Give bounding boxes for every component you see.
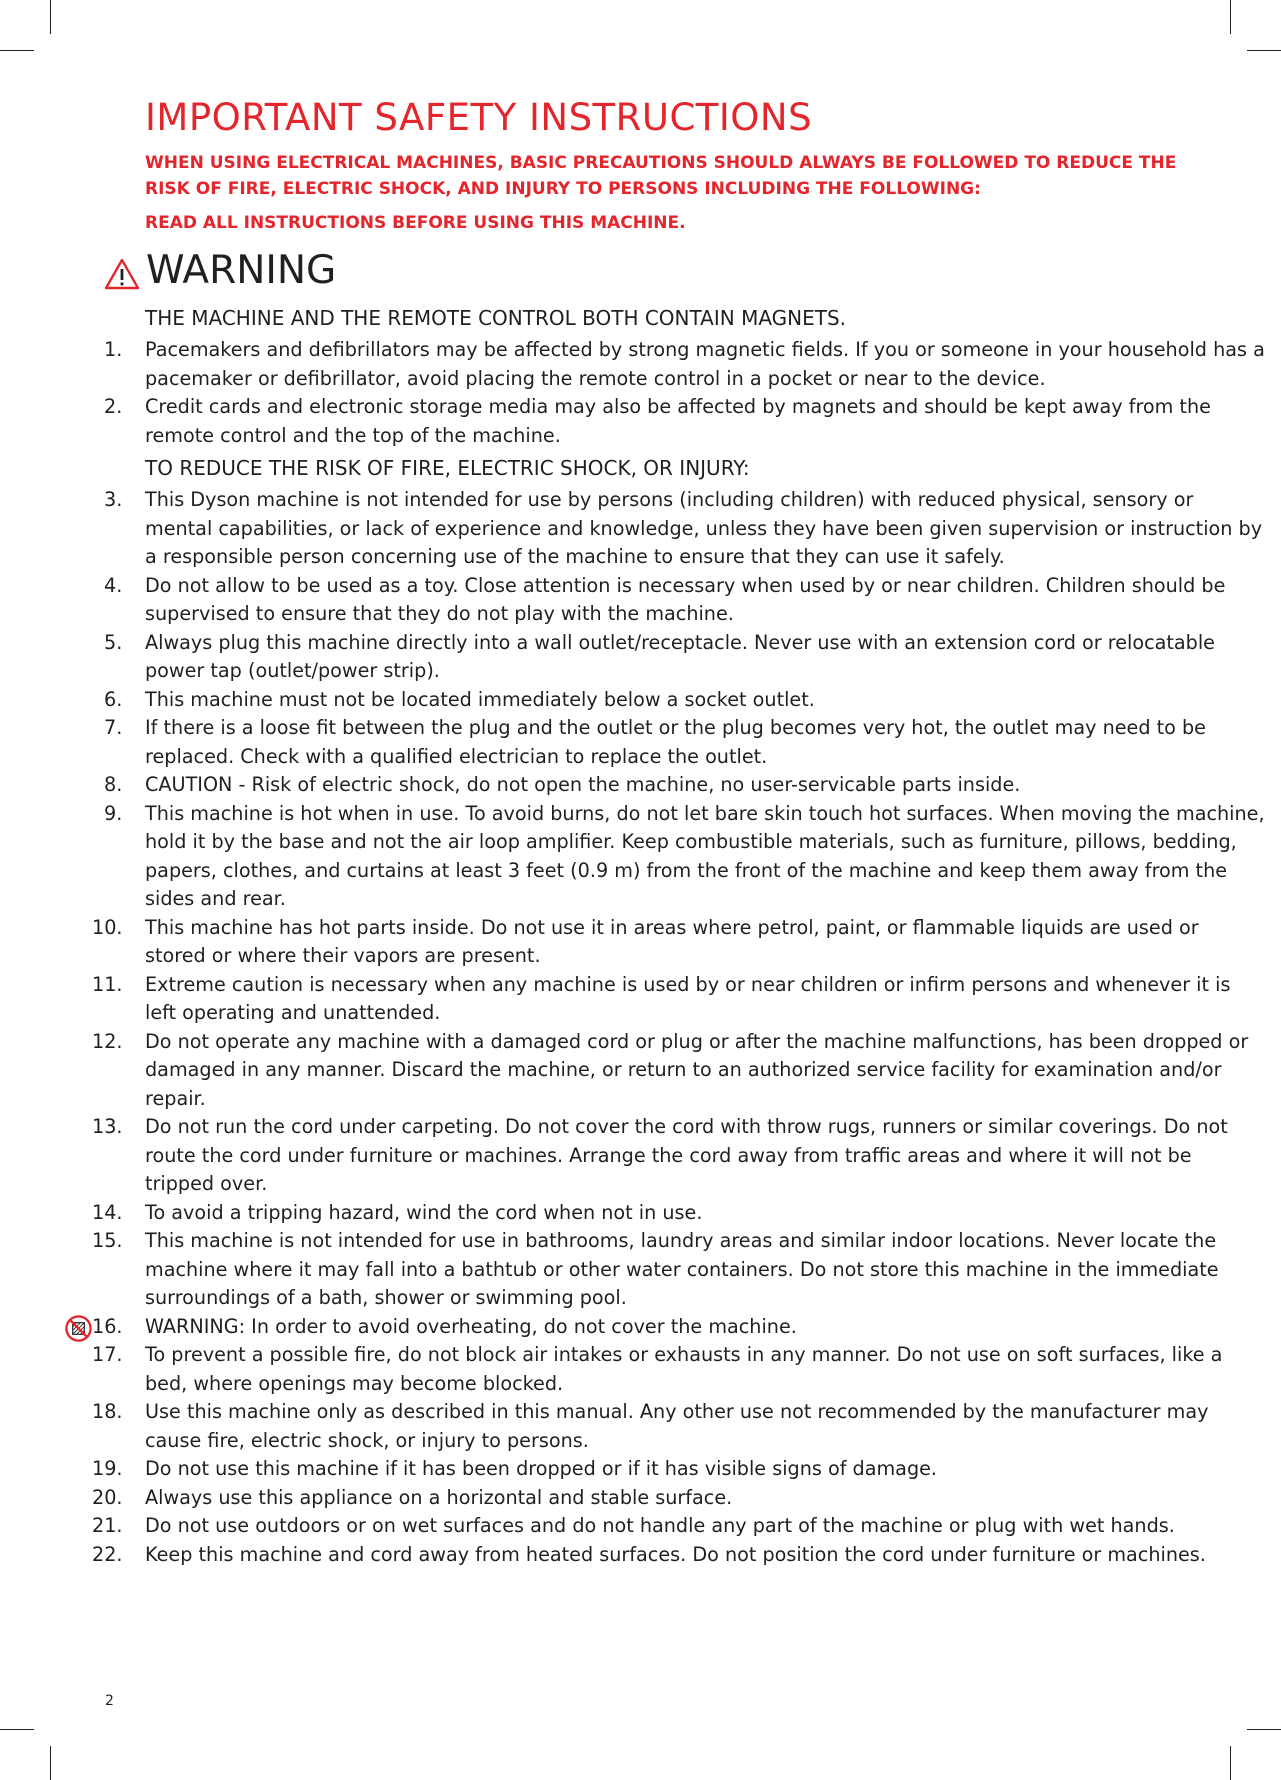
- item-text: If there is a loose fit between the plug and the outlet or the plug becomes very hot, the outlet may need to be replaced. Check with a qualified electrician to replace the outlet.: [145, 716, 1206, 768]
- list-item: [90, 393, 1265, 450]
- safety-list: [90, 486, 1265, 1569]
- list-item: [90, 1028, 1265, 1114]
- list-item: [90, 1199, 1265, 1228]
- item-number: 19.: [92, 1457, 123, 1480]
- do-not-cover-icon: [64, 1314, 93, 1343]
- page-content: [90, 96, 1265, 1569]
- list-item: [90, 686, 1265, 715]
- item-number: 17.: [92, 1343, 123, 1366]
- crop-mark: [0, 50, 34, 51]
- crop-mark: [0, 1729, 34, 1730]
- list-item: [90, 1541, 1265, 1570]
- item-text: This machine is hot when in use. To avoid burns, do not let bare skin touch hot surfaces. When moving the machine, hold it by the base and not the air loop amplifier. Keep combustible materials, such as furniture, pillows, bedding, papers, clothes, and curtains at least 3 feet (0.9 m) from the front of the machine and keep them away from the sides and rear.: [145, 801, 1265, 910]
- item-text: This machine is not intended for use in bathrooms, laundry areas and similar indoor locations. Never locate the machine where it may fall into a bathtub or other water containers. Do not store this machine in the immediate surroundings of a bath, shower or swimming pool.: [145, 1229, 1219, 1309]
- item-text: To avoid a tripping hazard, wind the cord when not in use.: [145, 1200, 703, 1224]
- list-item: [90, 1455, 1265, 1484]
- item-text: Use this machine only as described in this manual. Any other use not recommended by the manufacturer may cause fire, electric shock, or injury to persons.: [145, 1400, 1209, 1452]
- page-number: 2: [105, 1693, 114, 1709]
- list-item: [90, 771, 1265, 800]
- list-item: [90, 1341, 1265, 1398]
- list-item: [90, 336, 1265, 393]
- item-text: This machine has hot parts inside. Do not use it in areas where petrol, paint, or flammable liquids are used or stored or where their vapors are present.: [145, 915, 1199, 967]
- magnets-list: [90, 336, 1265, 450]
- item-number: 15.: [92, 1229, 123, 1252]
- item-text: Do not run the cord under carpeting. Do not cover the cord with throw rugs, runners or similar coverings. Do not route the cord under furniture or machines. Arrange the cord away from traffic areas and where it will not be tripped over.: [145, 1115, 1228, 1195]
- list-item: [90, 572, 1265, 629]
- list-item: [90, 914, 1265, 971]
- item-text: WARNING: In order to avoid overheating, do not cover the machine.: [145, 1314, 797, 1338]
- magnets-heading: THE MACHINE AND THE REMOTE CONTROL BOTH CONTAIN MAGNETS.: [145, 306, 847, 330]
- warning-heading: [90, 244, 1190, 300]
- list-item: [90, 1398, 1265, 1455]
- list-item: [90, 800, 1265, 914]
- crop-mark: [50, 1746, 51, 1780]
- item-text: Do not use this machine if it has been dropped or if it has visible signs of damage.: [145, 1457, 938, 1480]
- item-text: Credit cards and electronic storage media may also be affected by magnets and should be kept away from the remote control and the top of the machine.: [145, 395, 1211, 447]
- read-all-notice: READ ALL INSTRUCTIONS BEFORE USING THIS MACHINE.: [145, 213, 686, 233]
- warning-label: WARNING: [146, 248, 337, 293]
- item-number: 1.: [104, 338, 123, 361]
- item-text: Always use this appliance on a horizontal and stable surface.: [145, 1485, 733, 1509]
- item-number: 4.: [104, 573, 123, 597]
- crop-mark: [1230, 0, 1231, 34]
- item-text: CAUTION - Risk of electric shock, do not open the machine, no user-servicable parts inside.: [145, 773, 1021, 796]
- item-number: 3.: [104, 488, 123, 511]
- item-text: Do not operate any machine with a damaged cord or plug or after the machine malfunctions, has been dropped or damaged in any manner. Discard the machine, or return to an authorized service facility for examination and/or repair.: [145, 1029, 1249, 1110]
- item-text: Always plug this machine directly into a wall outlet/receptacle. Never use with an extension cord or relocatable power tap (outlet/power strip).: [145, 630, 1215, 682]
- list-item: [90, 1313, 1265, 1342]
- list-item: [90, 629, 1265, 686]
- item-number: 14.: [92, 1200, 123, 1224]
- crop-mark: [1247, 50, 1281, 51]
- item-text: This machine must not be located immediately below a socket outlet.: [145, 687, 815, 711]
- crop-mark: [50, 0, 51, 34]
- item-text: Pacemakers and defibrillators may be affected by strong magnetic fields. If you or someone in your household has a pacemaker or defibrillator, avoid placing the remote control in a pocket or near to the device.: [145, 338, 1265, 390]
- page-title: IMPORTANT SAFETY INSTRUCTIONS: [145, 96, 813, 139]
- crop-mark: [1247, 1729, 1281, 1730]
- item-number: 2.: [104, 395, 123, 418]
- item-text: This Dyson machine is not intended for use by persons (including children) with reduced physical, sensory or mental capabilities, or lack of experience and knowledge, unless they have been given supervision or instruction by a responsible person concerning use of the machine to ensure that they can use it safely.: [145, 488, 1263, 568]
- item-number: 20.: [92, 1485, 123, 1509]
- item-number: 5.: [104, 630, 123, 654]
- item-number: 12.: [92, 1029, 123, 1053]
- item-number: 10.: [92, 915, 123, 939]
- reduce-risk-heading: TO REDUCE THE RISK OF FIRE, ELECTRIC SHOCK, OR INJURY:: [145, 456, 750, 480]
- list-item: [90, 1512, 1265, 1541]
- item-number: 11.: [92, 972, 123, 996]
- list-item: [90, 1227, 1265, 1313]
- item-number: 9.: [104, 801, 123, 825]
- item-text: To prevent a possible fire, do not block air intakes or exhausts in any manner. Do not use on soft surfaces, like a bed, where openings may become blocked.: [145, 1343, 1223, 1395]
- item-text: Keep this machine and cord away from heated surfaces. Do not position the cord under furniture or machines.: [145, 1542, 1206, 1566]
- item-number: 8.: [104, 773, 123, 796]
- list-item: [90, 1113, 1265, 1199]
- item-text: Do not allow to be used as a toy. Close attention is necessary when used by or near children. Children should be supervised to ensure that they do not play with the machine.: [145, 573, 1226, 625]
- list-item: [90, 714, 1265, 771]
- item-number: 6.: [104, 687, 123, 711]
- warning-triangle-icon: [104, 258, 140, 290]
- crop-mark: [1230, 1746, 1231, 1780]
- item-number: 18.: [92, 1400, 123, 1423]
- item-number: 16.: [92, 1314, 123, 1338]
- item-number: 13.: [92, 1115, 123, 1138]
- list-item: [90, 971, 1265, 1028]
- intro-text: WHEN USING ELECTRICAL MACHINES, BASIC PRECAUTIONS SHOULD ALWAYS BE FOLLOWED TO REDUCE THE RISK OF FIRE, ELECTRIC SHOCK, AND INJURY TO PERSONS INCLUDING THE FOLLOWING:: [145, 153, 1177, 199]
- list-item: [90, 1484, 1265, 1513]
- item-number: 21.: [92, 1514, 123, 1537]
- item-number: 22.: [92, 1542, 123, 1566]
- item-number: 7.: [104, 716, 123, 739]
- list-item: [90, 486, 1265, 572]
- item-text: Extreme caution is necessary when any machine is used by or near children or infirm persons and whenever it is left operating and unattended.: [145, 972, 1231, 1024]
- item-text: Do not use outdoors or on wet surfaces and do not handle any part of the machine or plug with wet hands.: [145, 1514, 1175, 1537]
